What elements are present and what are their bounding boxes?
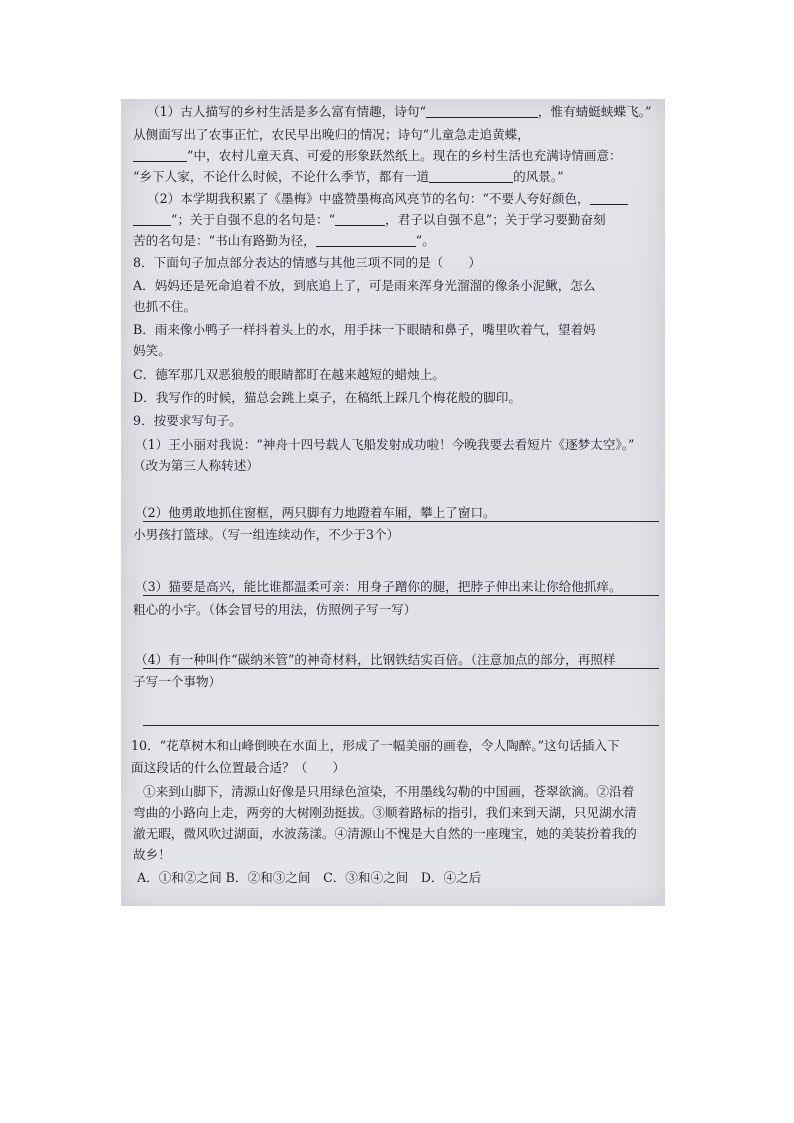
- q9-1-line2: （改为第三人称转述）: [133, 458, 259, 473]
- answer-blank[interactable]: [133, 213, 171, 226]
- q9-4-line1: （4）有一种叫作“碳纳米管”的神奇材料，比钢铁结实百倍。（注意加点的部分，再照样: [135, 652, 616, 667]
- q8-stem: 8．下面句子加点部分表达的情感与其他三项不同的是（ ）: [133, 255, 482, 270]
- q8-option-a-line1: A．妈妈还是死命追着不放，到底追上了，可是雨来浑身光溜溜的像条小泥鳅，怎么: [133, 278, 596, 293]
- q7-1-line3: ”中，农村儿童天真、可爱的形象跃然纸上。现在的乡村生活也充满诗情画意：: [133, 147, 657, 165]
- q8-option-b-line1: B．雨来像小鸭子一样抖着头上的水，用手抹一下眼睛和鼻子，嘴里吹着气，望着妈: [133, 322, 596, 337]
- q8-option-b-line2: 妈笑。: [133, 343, 171, 358]
- q8-option-d: D．我写作的时候，猫总会跳上桌子，在稿纸上踩几个梅花般的脚印。: [133, 390, 521, 405]
- q7-1-line2: 从侧面写出了农事正忙，农民早出晚归的情况；诗句“儿童急走追黄蝶，: [133, 127, 530, 142]
- q10-passage-line3: 澈无暇，微风吹过湖面，水波荡漾。④清源山不愧是大自然的一座瑰宝，她的美装扮着我的: [133, 826, 637, 841]
- q9-4-line2: 子写一个事物）: [133, 674, 222, 689]
- q7-1-line1: （1）古人描写的乡村生活是多么富有情趣，诗句“ ，惟有蜻蜓蛱蝶飞。”: [147, 104, 652, 119]
- q7-2-line3: 苦的名句是：“书山有路勤为径， ”。: [133, 233, 435, 248]
- answer-blank[interactable]: [133, 149, 187, 162]
- q10-stem-line2: 面这段话的什么位置最合适？（ ）: [131, 760, 346, 775]
- answer-blank[interactable]: [426, 105, 538, 118]
- q10-stem-line1: 10．“花草树木和山峰倒映在水面上，形成了一幅美丽的画卷，令人陶醉。”这句话插入下: [131, 738, 620, 753]
- q10-passage-line2: 弯曲的小路向上走，两旁的大树刚劲挺拔。③顺着路标的指引，我们来到天湖，只见湖水清: [133, 805, 637, 820]
- q9-2-line2: 小男孩打篮球。（写一组连续动作，不少于3个）: [133, 527, 400, 542]
- q8-option-c: C．德军那几双恶狼般的眼睛都盯在越来越短的蜡烛上。: [133, 367, 445, 382]
- q7-2-line2: ”；关于自强不息的名句是：“ ，君子以自强不息”；关于学习要勤奋刻: [133, 211, 657, 229]
- q9-3-line2: 粗心的小宇。（体会冒号的用法，仿照例子写一写）: [133, 602, 417, 617]
- q9-2-line1: （2）他勇敢地抓住窗框，两只脚有力地蹬着车厢，攀上了窗口。: [135, 505, 496, 520]
- q10-options: A．①和②之间 B．②和③之间 C．③和④之间 D．④之后: [137, 870, 482, 885]
- q10-passage-line4: 故乡！: [133, 847, 171, 862]
- answer-line[interactable]: [143, 725, 659, 726]
- q9-3-line1: （3）猫要是高兴，能比谁都温柔可亲：用身子蹭你的腿，把脖子伸出来让你给他抓痒。: [135, 579, 622, 594]
- q9-stem: 9．按要求写句子。: [133, 413, 242, 428]
- q7-2-line1: （2）本学期我积累了《墨梅》中盛赞墨梅高风亮节的名句：“不要人夸好颜色，: [147, 190, 657, 208]
- answer-blank[interactable]: [590, 192, 628, 205]
- answer-blank[interactable]: [429, 170, 513, 183]
- q10-passage-line1: ①来到山脚下，清源山好像是只用绿色渲染，不用墨线勾勒的中国画，苍翠欲滴。②沿着: [143, 784, 635, 799]
- q9-1-line1: （1）王小丽对我说：“神舟十四号载人飞船发射成功啦！今晚我要去看短片《逐梦太空》。”: [135, 437, 635, 452]
- q7-1-line4: “乡下人家，不论什么时候，不论什么季节，都有一道 的风景。”: [133, 169, 564, 184]
- answer-blank[interactable]: [335, 213, 385, 226]
- q8-option-a-line2: 也抓不住。: [133, 299, 196, 314]
- photographed-exam-page: [121, 99, 665, 906]
- answer-blank[interactable]: [316, 234, 416, 247]
